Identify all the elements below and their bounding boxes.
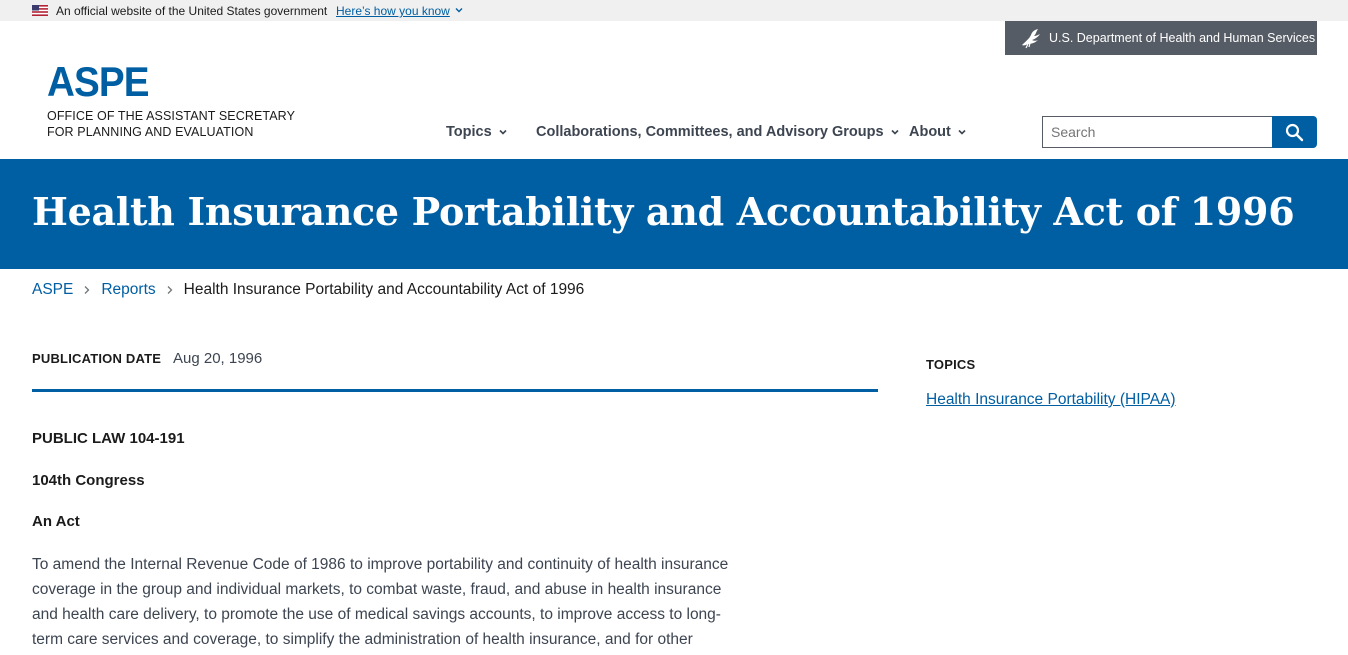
logo-subtitle-line2: FOR PLANNING AND EVALUATION xyxy=(47,125,254,139)
logo-subtitle-line1: OFFICE OF THE ASSISTANT SECRETARY xyxy=(47,109,296,123)
heres-how-you-know-link[interactable]: Here’s how you know xyxy=(336,4,450,18)
chevron-down-icon[interactable] xyxy=(454,5,464,15)
breadcrumb-current: Health Insurance Portability and Accountability Act of 1996 xyxy=(183,281,585,298)
nav-item-collaborations[interactable] xyxy=(536,124,900,140)
hhs-link[interactable] xyxy=(1005,21,1317,55)
chevron-down-icon xyxy=(890,127,900,137)
public-law-heading: PUBLIC LAW 104-191 xyxy=(32,430,185,447)
nav-item-about[interactable] xyxy=(909,124,967,140)
nav-item-label: About xyxy=(909,124,951,140)
act-description-line: coverage in the group and individual markets, to combat waste, fraud, and abuse in health insurance xyxy=(32,581,722,598)
chevron-right-icon xyxy=(83,285,91,295)
search-icon xyxy=(1285,123,1304,142)
page-title: Health Insurance Portability and Accountability Act of 1996 xyxy=(32,189,1295,234)
breadcrumb-link-reports[interactable]: Reports xyxy=(101,281,156,298)
search-input[interactable] xyxy=(1042,116,1273,148)
topics-label: TOPICS xyxy=(926,357,976,372)
breadcrumb xyxy=(32,281,584,299)
act-heading: An Act xyxy=(32,513,80,530)
nav-item-label: Topics xyxy=(446,124,492,140)
logo-subtitle xyxy=(47,108,295,140)
divider xyxy=(32,389,878,392)
hhs-eagle-icon xyxy=(1019,27,1043,49)
hhs-label: U.S. Department of Health and Human Services xyxy=(1049,31,1316,45)
chevron-down-icon xyxy=(957,127,967,137)
breadcrumb-link-aspe[interactable]: ASPE xyxy=(32,281,74,298)
gov-banner-text: An official website of the United States government xyxy=(56,4,328,18)
search-button[interactable] xyxy=(1272,116,1317,148)
congress-heading: 104th Congress xyxy=(32,472,145,489)
act-description-line: To amend the Internal Revenue Code of 1986 to improve portability and continuity of health insurance xyxy=(32,556,729,573)
page-hero xyxy=(0,159,1348,269)
topic-link-hipaa[interactable]: Health Insurance Portability (HIPAA) xyxy=(926,391,1176,408)
publication-date-label: PUBLICATION DATE xyxy=(32,351,162,366)
act-description-line: and health care delivery, to promote the use of medical savings accounts, to improve access to long- xyxy=(32,606,721,623)
chevron-right-icon xyxy=(166,285,174,295)
chevron-down-icon xyxy=(498,127,508,137)
nav-item-topics[interactable] xyxy=(446,124,508,140)
us-flag-icon xyxy=(32,5,48,16)
act-description-line: term care services and coverage, to simplify the administration of health insurance, and for other xyxy=(32,631,693,648)
nav-item-label: Collaborations, Committees, and Advisory Groups xyxy=(536,124,884,140)
logo-mark: ASPE xyxy=(47,58,149,105)
gov-banner xyxy=(0,0,1348,21)
act-description xyxy=(32,552,762,652)
publication-date-value: Aug 20, 1996 xyxy=(173,350,263,367)
